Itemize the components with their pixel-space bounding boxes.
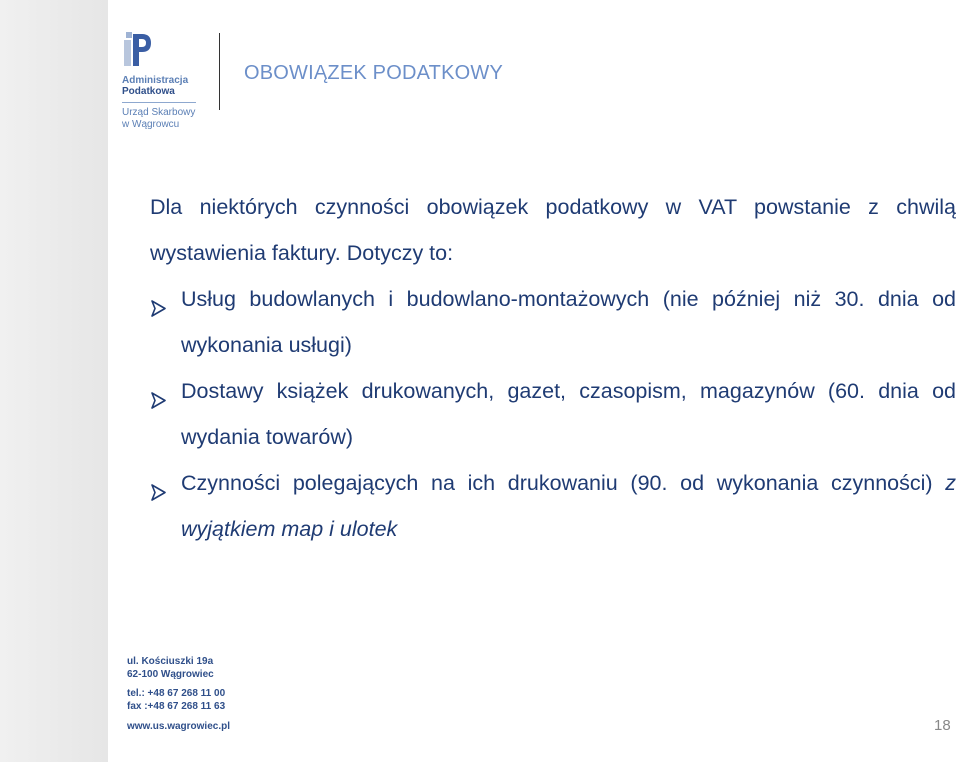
- arrow-bullet-icon: [150, 471, 167, 488]
- logo-text-podatkowa: Podatkowa: [122, 86, 175, 97]
- page-number: 18: [934, 717, 951, 734]
- logo-text-administracja: Administracja: [122, 75, 189, 86]
- slide-title: OBOWIĄZEK PODATKOWY: [244, 62, 504, 84]
- bullet-text: Usług budowlanych i budowlano-montażowych (nie później niż 30. dnia od wykonania usługi): [181, 287, 956, 357]
- left-sidebar-band: [0, 0, 108, 762]
- bullet-item: [150, 460, 956, 552]
- fax-number: fax :+48 67 268 11 63: [127, 701, 226, 712]
- intro-paragraph: Dla niektórych czynności obowiązek podatkowy w VAT powstanie z chwilą wystawienia faktury. Dotyczy to:: [150, 195, 956, 265]
- address-street: ul. Kościuszki 19a: [127, 656, 214, 667]
- arrow-bullet-icon: [150, 379, 167, 396]
- phone-number: tel.: +48 67 268 11 00: [127, 688, 226, 699]
- header-divider: [219, 33, 220, 110]
- bullet-italic-note: z wyjątkiem map i ulotek: [181, 471, 956, 541]
- bullet-text: Czynności polegających na ich drukowaniu (90. od wykonania czynności): [181, 471, 933, 495]
- bullet-item: [150, 368, 956, 460]
- ap-logo-icon: [122, 30, 152, 68]
- website-link[interactable]: www.us.wagrowiec.pl: [127, 721, 230, 732]
- logo-administracja-podatkowa: [122, 30, 212, 131]
- footer-contact: [127, 687, 225, 713]
- footer-address: [127, 655, 214, 681]
- office-name-line2: w Wągrowcu: [122, 119, 180, 130]
- arrow-bullet-icon: [150, 287, 167, 304]
- office-name-line1: Urząd Skarbowy: [122, 107, 196, 118]
- address-city: 62-100 Wągrowiec: [127, 669, 214, 680]
- slide-content: [150, 184, 956, 552]
- bullet-text: Dostawy książek drukowanych, gazet, czasopism, magazynów (60. dnia od wydania towarów): [181, 379, 956, 449]
- bullet-item: [150, 276, 956, 368]
- logo-divider: [122, 102, 196, 103]
